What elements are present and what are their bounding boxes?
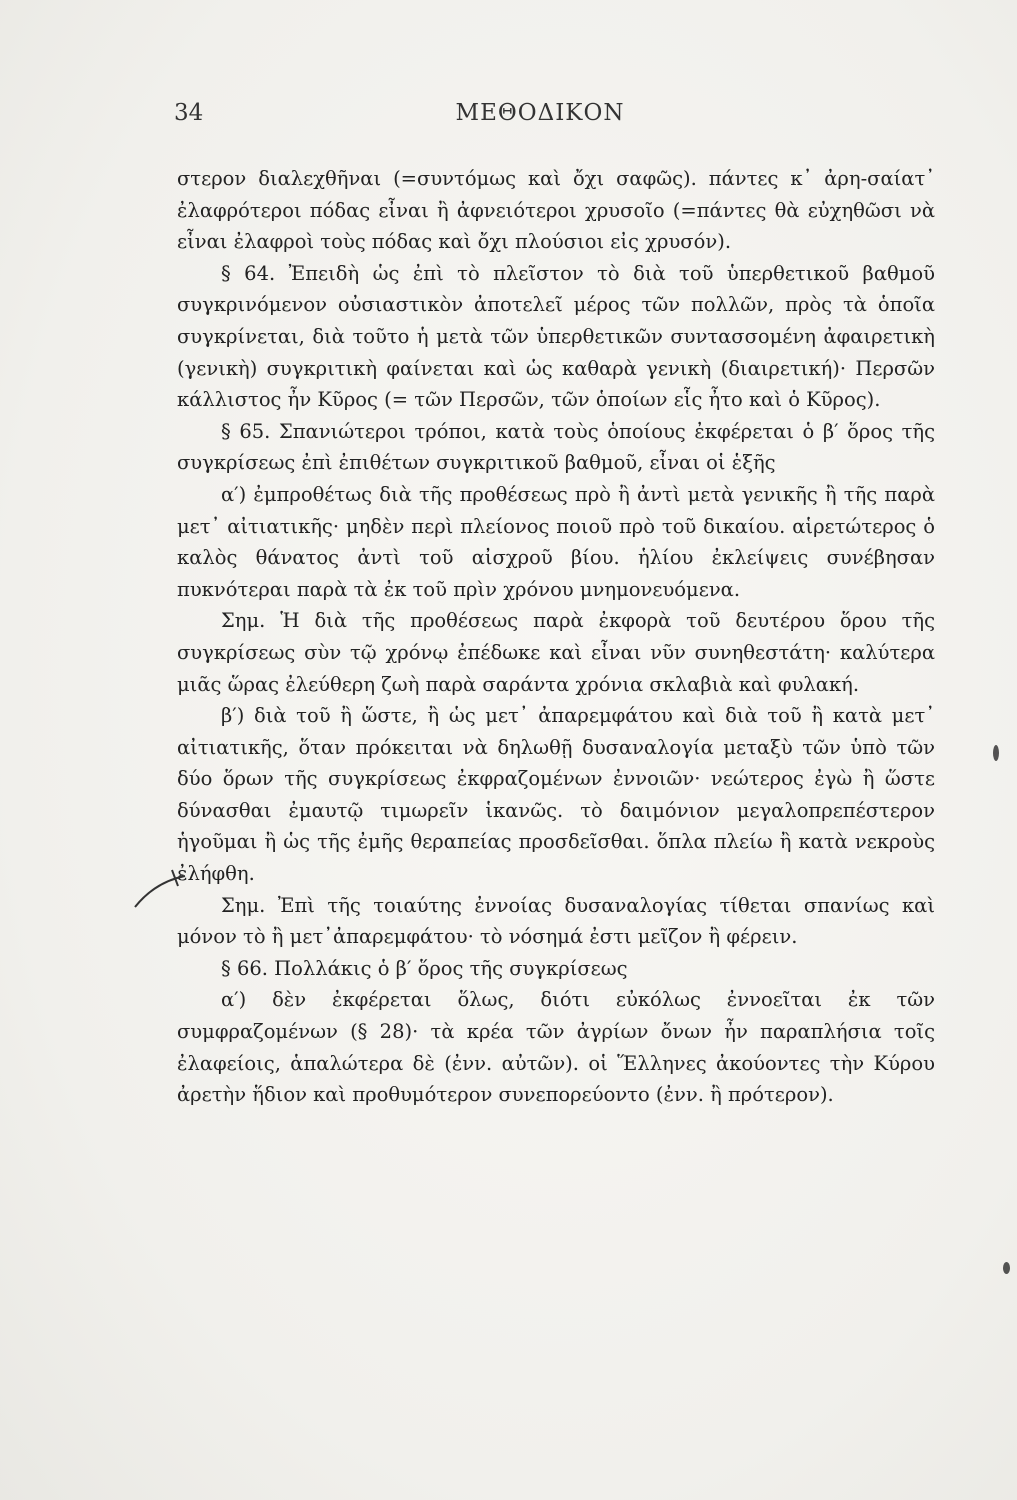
pencil-mark <box>130 862 210 922</box>
note-1: Σημ. Ἡ διὰ τῆς προθέσεως παρὰ ἐκφορὰ τοῦ δευτέρου ὅρου τῆς συγκρίσεως σὺν τῷ χρόνῳ ἐπέδωκε καὶ εἶναι νῦν συνηθεστάτη· καλύτερα μιᾶς ὥρας ἐλεύθερη ζωὴ παρὰ σαράντα χρόνια σκλαβιὰ καὶ φυλακή. <box>177 609 935 696</box>
section-65-a: α′) ἐμπροθέτως διὰ τῆς προθέσεως πρὸ ἢ ἀντὶ μετὰ γενικῆς ἢ τῆς παρὰ μετ᾿ αἰτιατικῆς· μηδὲν περὶ πλείονος ποιοῦ πρὸ τοῦ δικαίου. αἱρετώτερος ὁ καλὸς θάνατος ἀντὶ τοῦ αἰσχροῦ βίου. ἡλίου ἐκλείψεις συνέβησαν πυκνότεραι παρὰ τὰ ἐκ τοῦ πρὶν χρόνου μνημονευόμενα. <box>177 482 935 601</box>
section-65: § 65. Σπανιώτεροι τρόποι, κατὰ τοὺς ὁποίους ἐκφέρεται ὁ β′ ὅρος τῆς συγκρίσεως ἐπὶ ἐπιθέτων συγκριτικοῦ βαθμοῦ, εἶναι οἱ ἑξῆς <box>177 419 935 475</box>
page-header <box>140 100 940 130</box>
page-number: 34 <box>174 100 204 126</box>
body-text <box>177 163 935 1111</box>
paragraph-continuation: στερον διαλεχθῆναι (=συντόμως καὶ ὄχι σαφῶς). πάντες κ᾿ ἀρη-σαίατ᾿ ἐλαφρότεροι πόδας εἶναι ἢ ἀφνειότεροι χρυσοῖο (=πάντες θὰ εὐχηθῶσι νὰ εἶναι ἐλαφροὶ τοὺς πόδας καὶ ὄχι πλούσιοι εἰς χρυσόν). <box>177 167 935 254</box>
margin-smudge <box>1003 1262 1010 1274</box>
section-64: § 64. Ἐπειδὴ ὡς ἐπὶ τὸ πλεῖστον τὸ διὰ τοῦ ὑπερθετικοῦ βαθμοῦ συγκρινόμενον οὐσιαστικὸν ἀποτελεῖ μέρος τῶν πολλῶν, πρὸς τὰ ὁποῖα συγκρίνεται, διὰ τοῦτο ἡ μετὰ τῶν ὑπερθετικῶν συντασσομένη ἀφαιρετικὴ (γενικὴ) συγκριτικὴ φαίνεται καὶ ὡς καθαρὰ γενικὴ (διαιρετική)· Περσῶν κάλλιστος ἦν Κῦρος (= τῶν Περσῶν, τῶν ὁποίων εἷς ἦτο καὶ ὁ Κῦρος). <box>177 261 935 412</box>
section-66: § 66. Πολλάκις ὁ β′ ὅρος τῆς συγκρίσεως <box>221 956 628 980</box>
section-65-b: β′) διὰ τοῦ ἢ ὥστε, ἢ ὡς μετ᾿ ἀπαρεμφάτου καὶ διὰ τοῦ ἢ κατὰ μετ᾿ αἰτιατικῆς, ὅταν πρόκειται νὰ δηλωθῇ δυσαναλογία μεταξὺ τῶν ὑπὸ τῶν δύο ὅρων τῆς συγκρίσεως ἐκφραζομένων ἐννοιῶν· νεώτερος ἐγὼ ἢ ὥστε δύνασθαι ἐμαυτῷ τιμωρεῖν ἱκανῶς. τὸ δαιμόνιον μεγαλοπρεπέστερον ἡγοῦμαι ἢ ὡς τῆς ἐμῆς θεραπείας προσδεῖσθαι. ὅπλα πλείω ἢ κατὰ νεκροὺς ἐλήφθη. <box>177 704 935 886</box>
margin-smudge <box>993 745 999 761</box>
note-2: Σημ. Ἐπὶ τῆς τοιαύτης ἐννοίας δυσαναλογίας τίθεται σπανίως καὶ μόνον τὸ ἢ μετ᾿ἀπαρεμφάτου· τὸ νόσημά ἐστι μεῖζον ἢ φέρειν. <box>177 893 935 949</box>
section-66-a: α′) δὲν ἐκφέρεται ὅλως, διότι εὐκόλως ἐννοεῖται ἐκ τῶν συμφραζομένων (§ 28)· τὰ κρέα τῶν ἀγρίων ὄνων ἦν παραπλήσια τοῖς ἐλαφείοις, ἁπαλώτερα δὲ (ἐνν. αὐτῶν). οἱ Ἕλληνες ἀκούοντες τὴν Κύρου ἀρετὴν ἥδιον καὶ προθυμότερον συνεπορεύοντο (ἐνν. ἢ πρότερον). <box>177 988 935 1107</box>
running-head: ΜΕΘΟΔΙΚΟΝ <box>455 100 625 126</box>
